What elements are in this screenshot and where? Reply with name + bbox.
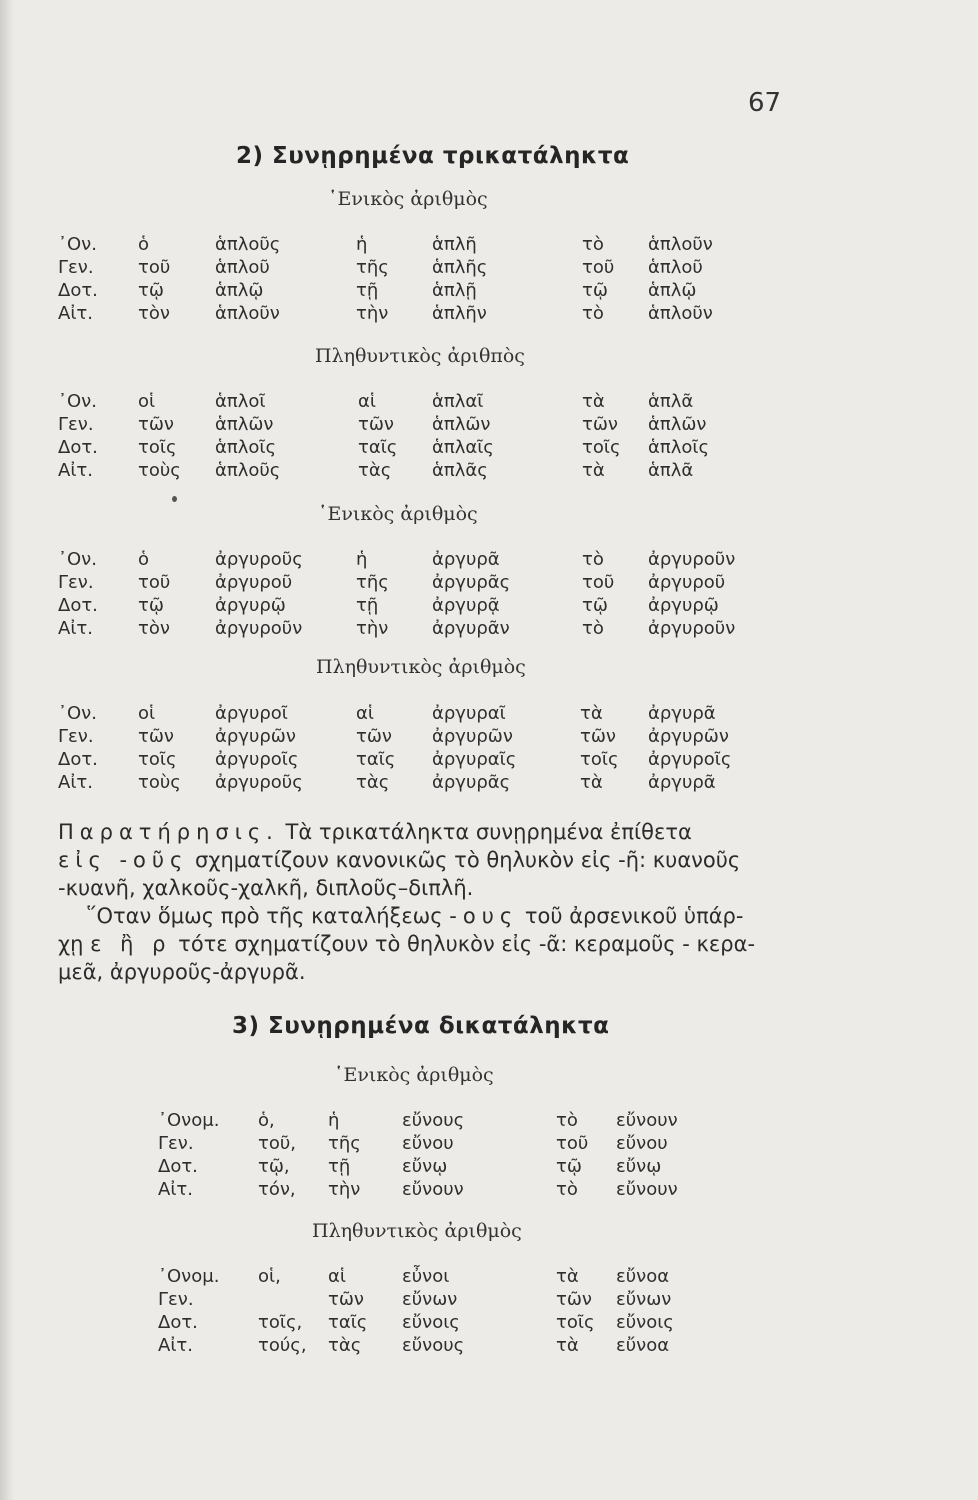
table-cell: τῶν (356, 726, 392, 747)
table-cell: τὸ (582, 234, 604, 255)
note-line-1: Παρατήρησις. Τὰ τρικατάληκτα συνῃρημένα ἐπίθετα (58, 820, 692, 844)
table-cell: ἁπλοῦς (215, 460, 281, 481)
case-label: Δοτ. (58, 280, 98, 301)
table-cell: ἁπλῇ (432, 280, 477, 301)
table-cell: τῇ (328, 1156, 351, 1177)
table-cell: τοῦ (582, 572, 615, 593)
table-cell: ἁπλοῖς (648, 437, 710, 458)
table-cell: ἁπλοῦ (648, 257, 703, 278)
section2-plural-heading: Πληθυντικὸς ἀριθπὸς (315, 345, 525, 367)
table-cell: τὸ (556, 1179, 578, 1200)
case-label: Γεν. (158, 1289, 194, 1310)
table-cell: ταῖς (358, 437, 398, 458)
table-cell: τὰς (356, 772, 390, 793)
table-cell: ἁπλοῦ (215, 257, 270, 278)
note-line-5: χῃ ε ἢ ρ τότε σχηματίζουν τὸ θηλυκὸν εἰς -ᾶ: κεραμοῦς - κερα- (58, 932, 756, 956)
table-cell: ἀργυρῶν (432, 726, 513, 747)
section2-title: 2) Συνῃρημένα τρικατάληκτα (236, 143, 630, 169)
note-line-4: ῞Οταν ὅμως πρὸ τῆς καταλήξεως -ους τοῦ ἀρσενικοῦ ὑπάρ- (86, 904, 744, 928)
case-label: Δοτ. (158, 1312, 198, 1333)
case-label: Αἰτ. (58, 618, 93, 639)
note-line-2: εἰς -οῦς σχηματίζουν κανονικῶς τὸ θηλυκὸν εἰς -ῆ: κυανοῦς (58, 848, 741, 872)
table-cell: εὔνουν (616, 1110, 678, 1131)
table-cell: ἀργυρᾶς (432, 772, 511, 793)
note-line-6: μεᾶ, ἀργυροῦς-ἀργυρᾶ. (58, 960, 306, 984)
table-cell: ἀργυραῖ (432, 703, 506, 724)
table-cell: τὸ (582, 618, 604, 639)
case-label: Δοτ. (58, 595, 98, 616)
table-cell: εὔνῳ (402, 1156, 448, 1177)
table-cell: τῷ (582, 595, 608, 616)
table-cell: εὔνους (402, 1110, 465, 1131)
table-cell: τῶν (138, 726, 174, 747)
table-cell: ἁπλῶν (432, 414, 491, 435)
table-cell: τὰ (582, 391, 605, 412)
table-cell: ἁπλῶν (648, 414, 707, 435)
table-cell: τῇ (356, 595, 379, 616)
table-cell: τὰ (556, 1266, 579, 1287)
case-label: ᾿Ονομ. (158, 1110, 220, 1131)
table-cell: τὸ (556, 1110, 578, 1131)
table-cell: ἡ (328, 1110, 340, 1131)
case-label: Δοτ. (58, 437, 98, 458)
case-label: Γεν. (58, 414, 94, 435)
table-cell: ἁπλοῦς (215, 234, 281, 255)
table-cell: ἀργυροῦν (215, 618, 303, 639)
table-cell: τῆς (356, 572, 389, 593)
table-cell: τὸν (138, 618, 170, 639)
table-cell: τοῦ (582, 257, 615, 278)
table-cell: τῆς (356, 257, 389, 278)
table-cell: ἀργυροῦν (648, 549, 736, 570)
case-label: Αἰτ. (58, 772, 93, 793)
table-cell: αἱ (356, 703, 374, 724)
observation-paragraph (58, 818, 818, 986)
case-label: Δοτ. (158, 1156, 198, 1177)
table-cell: τόν, (258, 1179, 296, 1200)
table-cell: τὴν (328, 1179, 361, 1200)
table-cell: εὔνου (616, 1133, 668, 1154)
table-cell: οἱ (138, 703, 156, 724)
table-cell: ἀργυρᾶν (432, 618, 510, 639)
table-cell: τὰ (582, 460, 605, 481)
table-cell: τῷ (138, 280, 164, 301)
table-cell: εὔνουν (402, 1179, 464, 1200)
table-cell: ἀργυροῦς (215, 549, 303, 570)
case-label: Αἰτ. (158, 1335, 193, 1356)
table-cell: εὔνουν (616, 1179, 678, 1200)
table-cell: ἁπλῷ (215, 280, 264, 301)
case-label: ᾿Ον. (58, 234, 97, 255)
table-cell: ἀργυραῖς (432, 749, 517, 770)
section2-plural2-heading: Πληθυντικὸς ἀριθμὸς (316, 656, 526, 678)
case-label: ᾿Ον. (58, 391, 97, 412)
table-cell: τῆς (328, 1133, 361, 1154)
table-cell: εὔνῳ (616, 1156, 662, 1177)
section2-singular2-heading: ῾Ενικὸς ἀριθμὸς (318, 503, 478, 525)
note-line-3: -κυανῆ, χαλκοῦς-χαλκῆ, διπλοῦς–διπλῆ. (58, 876, 474, 900)
table-cell: ἀργυροῖ (215, 703, 288, 724)
section3-title: 3) Συνῃρημένα δικατάληκτα (232, 1013, 610, 1039)
table-cell: τοῖς (580, 749, 619, 770)
table-cell: ἁπλαῖ (432, 391, 484, 412)
table-cell: εὔνοα (616, 1335, 670, 1356)
table-cell: τὴν (356, 303, 389, 324)
case-label: Δοτ. (58, 749, 98, 770)
table-cell: τῶν (556, 1289, 592, 1310)
case-label: ᾿Ον. (58, 549, 97, 570)
note-label: Παρατήρησις. (58, 820, 279, 844)
table-cell: ἁπλαῖς (432, 437, 494, 458)
table-cell: ἁπλῆς (432, 257, 488, 278)
case-label: Αἰτ. (158, 1179, 193, 1200)
table-cell: εὔνους (402, 1335, 465, 1356)
table-cell: ἀργυροῖς (215, 749, 299, 770)
table-cell: ἁπλοῦν (648, 303, 713, 324)
table-cell: ὁ, (258, 1110, 275, 1131)
table-cell: τὰ (556, 1335, 579, 1356)
table-cell: ταῖς (328, 1312, 368, 1333)
section2-singular-heading: ῾Ενικὸς ἀριθμὸς (328, 188, 488, 210)
table-cell: τῷ (138, 595, 164, 616)
table-cell: εὔνοις (616, 1312, 674, 1333)
case-label: Γεν. (58, 257, 94, 278)
table-cell: ἡ (356, 234, 368, 255)
table-cell: οἱ (138, 391, 156, 412)
table-cell: ἀργυροῦ (648, 572, 726, 593)
table-cell: τῇ (356, 280, 379, 301)
table-cell: τὸ (582, 303, 604, 324)
table-cell: τοῦ (556, 1133, 589, 1154)
table-cell: τοῖς (582, 437, 621, 458)
table-cell: ἁπλῆ (432, 234, 477, 255)
table-cell: τὴν (356, 618, 389, 639)
table-cell: ἀργυρᾶ (648, 703, 716, 724)
table-cell: εὔνων (402, 1289, 458, 1310)
table-cell: ἀργυρῷ (215, 595, 286, 616)
table-cell: ἀργυροῦν (648, 618, 736, 639)
table-cell: τῶν (580, 726, 616, 747)
table-cell: ἀργυρῶν (215, 726, 296, 747)
table-cell: αἱ (358, 391, 376, 412)
table-cell: τὰ (580, 703, 603, 724)
case-label: ᾿Ον. (58, 703, 97, 724)
table-cell: ὁ (138, 549, 150, 570)
table-cell: τῶν (328, 1289, 364, 1310)
table-cell: τοῖς (138, 749, 177, 770)
table-cell: ὁ (138, 234, 150, 255)
case-label: ᾿Ονομ. (158, 1266, 220, 1287)
table-cell: τοὺς (138, 460, 181, 481)
table-cell: εὔνων (616, 1289, 672, 1310)
table-cell: τοῦ (138, 257, 171, 278)
table-cell: ἀργυρῷ (648, 595, 719, 616)
table-cell: τῶν (582, 414, 618, 435)
table-cell: τοῖς (556, 1312, 595, 1333)
table-cell: ἀργυροῖς (648, 749, 732, 770)
table-cell: εὖνοι (402, 1266, 450, 1287)
table-cell: εὔνοις (402, 1312, 460, 1333)
section3-plural-heading: Πληθυντικὸς ἀριθμὸς (312, 1220, 522, 1242)
section3-singular-heading: ῾Ενικὸς ἀριθμὸς (334, 1064, 494, 1086)
page-spine-shadow (0, 0, 14, 1500)
table-cell: ἀργυρᾷ (432, 595, 500, 616)
table-cell: ἁπλῷ (648, 280, 697, 301)
table-cell: ἁπλοῖς (215, 437, 277, 458)
table-cell: τὸν (138, 303, 170, 324)
table-cell: αἱ (328, 1266, 346, 1287)
case-label: Γεν. (158, 1133, 194, 1154)
case-label: Αἰτ. (58, 303, 93, 324)
table-cell: τῶν (358, 414, 394, 435)
table-cell: ἀργυρᾶς (432, 572, 511, 593)
table-cell: εὔνου (402, 1133, 454, 1154)
table-cell: ἁπλᾶς (432, 460, 488, 481)
table-cell: ἁπλῶν (215, 414, 274, 435)
table-cell: ἁπλᾶ (648, 391, 694, 412)
table-cell: τοῦ, (258, 1133, 296, 1154)
table-cell: τὸ (582, 549, 604, 570)
table-cell: ἁπλοῖ (215, 391, 266, 412)
table-cell: ἀργυρᾶ (648, 772, 716, 793)
table-cell: τοῦ (138, 572, 171, 593)
table-cell: τὰ (580, 772, 603, 793)
table-cell: τούς, (258, 1335, 307, 1356)
table-cell: τῷ, (258, 1156, 290, 1177)
table-cell: τῶν (138, 414, 174, 435)
case-label: Αἰτ. (58, 460, 93, 481)
table-cell: ἀργυροῦ (215, 572, 293, 593)
table-cell: οἱ, (258, 1266, 281, 1287)
table-cell: ἀργυρᾶ (432, 549, 500, 570)
case-label: Γεν. (58, 572, 94, 593)
table-cell: τὰς (328, 1335, 362, 1356)
table-cell: τοῖς, (258, 1312, 303, 1333)
table-cell: τῷ (556, 1156, 582, 1177)
table-cell: τοῖς (138, 437, 177, 458)
table-cell: εὔνοα (616, 1266, 670, 1287)
table-cell: τῷ (582, 280, 608, 301)
table-cell: ἁπλῆν (432, 303, 487, 324)
case-label: Γεν. (58, 726, 94, 747)
table-cell: ἀργυρῶν (648, 726, 729, 747)
table-cell: τοὺς (138, 772, 181, 793)
print-speck (172, 496, 177, 502)
table-cell: ἀργυροῦς (215, 772, 303, 793)
table-cell: ἁπλοῦν (215, 303, 280, 324)
table-cell: ἁπλᾶ (648, 460, 694, 481)
table-cell: ἡ (356, 549, 368, 570)
table-cell: ταῖς (356, 749, 396, 770)
table-cell: ἁπλοῦν (648, 234, 713, 255)
table-cell: τὰς (358, 460, 392, 481)
page-number: 67 (748, 88, 782, 118)
